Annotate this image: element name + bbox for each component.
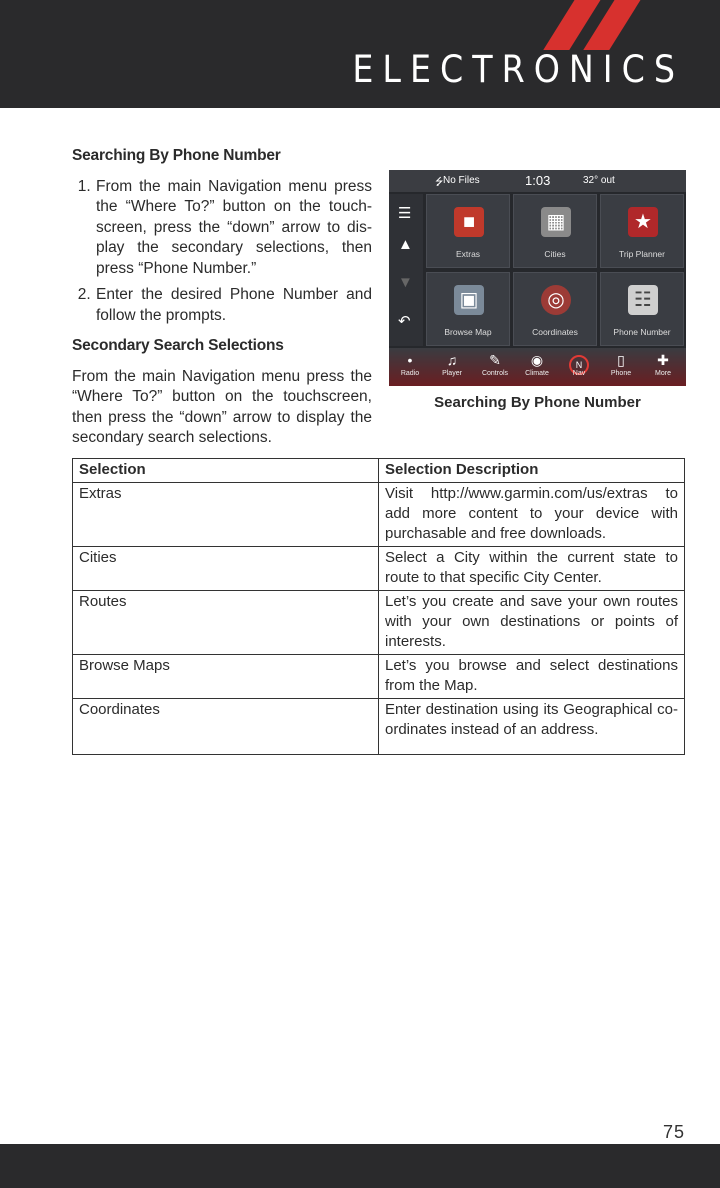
cell-selection: Extras (73, 483, 379, 547)
cell-description: Let’s you create and save your own routes with your own destinations or points of interests. (379, 591, 685, 655)
table-row (73, 591, 685, 655)
buildings-icon: ▦ (541, 207, 571, 237)
nav-screen-image (389, 170, 686, 386)
steps-list (72, 177, 372, 327)
tile-phone-number (600, 272, 684, 346)
left-column (72, 146, 372, 449)
body-paragraph: From the main Navigation menu press the “Where To?” button on the touchscreen, then press the “down” arrow to display the secondary search selections. (72, 367, 372, 446)
table-row (73, 483, 685, 547)
tile-label: Phone Number (613, 327, 671, 337)
table-header-row (73, 459, 685, 483)
table-row (73, 655, 685, 699)
cell-description: Enter destination using its Geographical co-ordinates instead of an address. (379, 699, 685, 755)
status-time: 1:03 (525, 173, 551, 188)
bottom-more: ✚ More (645, 348, 681, 386)
tile-cities (513, 194, 597, 268)
screen-bottom-bar (389, 348, 686, 386)
usb-icon: ⭍ (435, 177, 444, 188)
player-icon: ♫ (446, 352, 458, 368)
screen-status-bar (389, 170, 686, 192)
globe-icon: ◎ (541, 285, 571, 315)
screen-side-bar (389, 194, 423, 346)
status-temp: 32° out (583, 175, 615, 186)
heading-searching-by-phone: Searching By Phone Number (72, 147, 281, 164)
radio-icon: • (407, 352, 413, 368)
bottom-phone: ▯ Phone (603, 348, 639, 386)
bottom-player: ♫ Player (434, 348, 470, 386)
map-icon: ▣ (454, 285, 484, 315)
heading-secondary-search: Secondary Search Selections (72, 337, 284, 354)
controls-icon: ✎ (489, 352, 501, 368)
bottom-climate: ◉ Climate (519, 348, 555, 386)
cell-selection: Routes (73, 591, 379, 655)
climate-icon: ◉ (530, 352, 544, 368)
step-item: 1. From the main Navigation menu press the “Where To?” button on the touch-screen, press the “down” arrow to dis-play the secondary selections, then press “Phone Number.” (95, 177, 372, 280)
page-header (0, 0, 720, 108)
back-icon: ↶ (398, 313, 411, 330)
more-icon: ✚ (657, 352, 669, 368)
tile-label: Extras (455, 249, 481, 259)
bottom-controls: ✎ Controls (477, 348, 513, 386)
gift-icon: ■ (454, 207, 484, 237)
tile-trip-planner (600, 194, 684, 268)
tile-label: Trip Planner (619, 249, 665, 259)
image-caption: Searching By Phone Number (434, 394, 641, 411)
menu-icon: ☰ (398, 205, 412, 222)
up-arrow-icon: ▲ (398, 236, 413, 253)
page-number: 75 (662, 1122, 685, 1142)
tile-label: Coordinates (532, 327, 578, 337)
tile-label: Browse Map (444, 327, 492, 337)
cell-description: Visit http://www.garmin.com/us/extras to add more content to your device with purchasable and free downloads. (379, 483, 685, 547)
down-arrow-icon: ▼ (398, 274, 413, 291)
status-no-files: No Files (443, 175, 480, 186)
cell-selection: Browse Maps (73, 655, 379, 699)
tile-extras (426, 194, 510, 268)
bottom-radio: • Radio (392, 348, 428, 386)
selection-table (72, 458, 685, 755)
step-item: 2. Enter the desired Phone Number and follow the prompts. (95, 285, 372, 326)
section-title: ELECTRONICS (352, 48, 684, 91)
pushpin-icon: ★ (628, 207, 658, 237)
tile-label: Cities (544, 249, 566, 259)
cell-description: Let’s you browse and select destinations from the Map. (379, 655, 685, 699)
bottom-nav: N Nav (561, 348, 597, 386)
compass-icon: N (569, 355, 589, 375)
screen-tiles (426, 194, 684, 346)
cell-selection: Coordinates (73, 699, 379, 755)
header-description: Selection Description (379, 459, 685, 483)
tile-browse-map (426, 272, 510, 346)
page-footer (0, 1144, 720, 1188)
keypad-icon: ☷ (628, 285, 658, 315)
phone-icon: ▯ (617, 352, 625, 368)
table-row (73, 547, 685, 591)
cell-description: Select a City within the current state to route to that specific City Center. (379, 547, 685, 591)
cell-selection: Cities (73, 547, 379, 591)
table-row (73, 699, 685, 755)
tile-coordinates (513, 272, 597, 346)
header-selection: Selection (73, 459, 379, 483)
